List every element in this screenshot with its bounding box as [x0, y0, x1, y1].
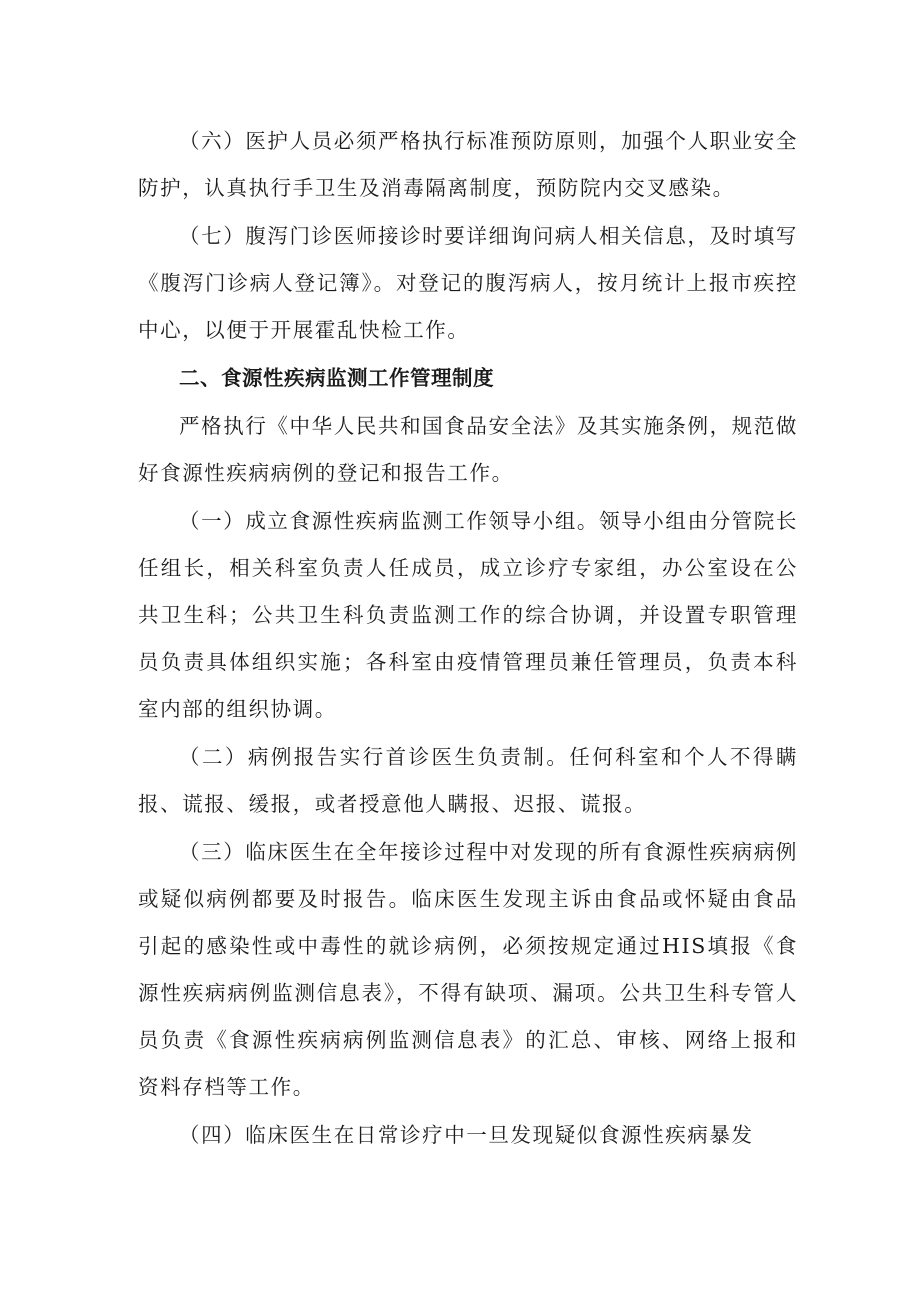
paragraph-2: （二）病例报告实行首诊医生负责制。任何科室和个人不得瞒报、谎报、缓报，或者授意他人瞒报、迟报、谎报。 — [138, 745, 798, 816]
section-intro: 严格执行《中华人民共和国食品安全法》及其实施条例，规范做好食源性疾病病例的登记和报告工作。 — [138, 414, 798, 485]
document-page — [138, 118, 798, 1160]
paragraph-1: （一）成立食源性疾病监测工作领导小组。领导小组由分管院长任组长，相关科室负责人任成员，成立诊疗专家组，办公室设在公共卫生科；公共卫生科负责监测工作的综合协调，并设置专职管理员负责具体组织实施；各科室由疫情管理员兼任管理员，负责本科室内部的组织协调。 — [138, 509, 798, 721]
paragraph-4: （四）临床医生在日常诊疗中一旦发现疑似食源性疾病暴发 — [179, 1123, 754, 1147]
paragraph-3: （三）临床医生在全年接诊过程中对发现的所有食源性疾病病例或疑似病例都要及时报告。临床医生发现主诉由食品或怀疑由食品引起的感染性或中毒性的就诊病例，必须按规定通过HIS填报《食源性疾病病例监测信息表》，不得有缺项、漏项。公共卫生科专管人员负责《食源性疾病病例监测信息表》的汇总、审核、网络上报和资料存档等工作。 — [138, 840, 798, 1099]
paragraph-6: （六）医护人员必须严格执行标准预防原则，加强个人职业安全防护，认真执行手卫生及消毒隔离制度，预防院内交叉感染。 — [138, 129, 798, 200]
paragraph-7: （七）腹泻门诊医师接诊时要详细询问病人相关信息，及时填写《腹泻门诊病人登记簿》。对登记的腹泻病人，按月统计上报市疾控中心，以便于开展霍乱快检工作。 — [138, 224, 798, 342]
section-heading: 二、食源性疾病监测工作管理制度 — [179, 366, 494, 390]
